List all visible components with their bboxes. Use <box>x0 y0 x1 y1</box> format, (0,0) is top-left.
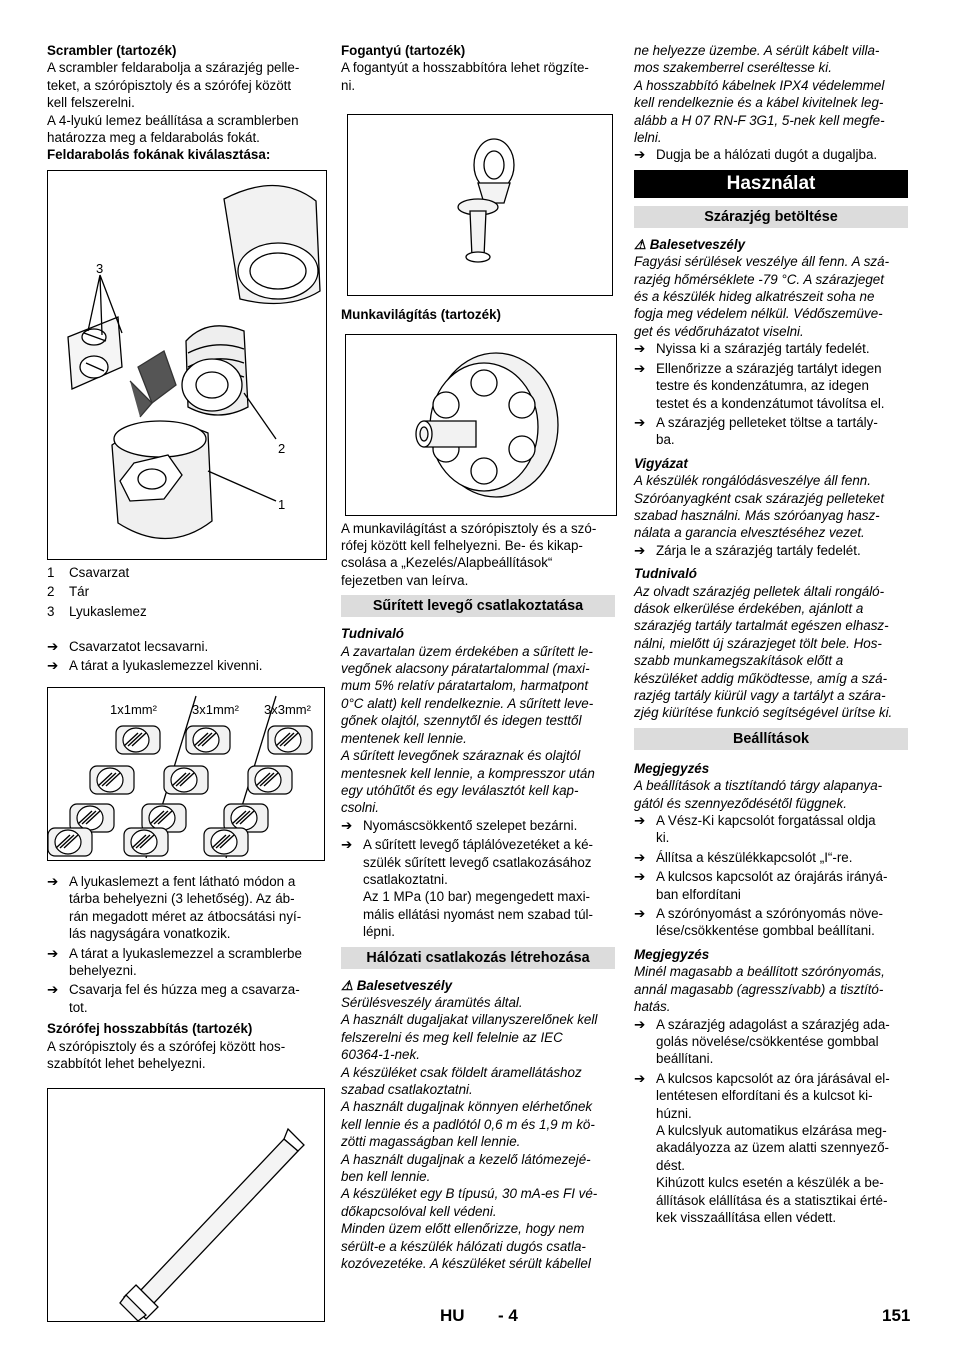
step-item: ➔ A szórónyomást a szórónyomás növe- lése/csökkentése gombbal beállítani. <box>634 906 883 939</box>
legend-item: 3 Lyukaslemez <box>47 603 147 619</box>
hole-plate-icon <box>268 726 312 754</box>
step-item: ➔ A kulcsos kapcsolót az órajárás irányá- ban elfordítani <box>634 869 888 902</box>
label-2: 2 <box>278 440 286 456</box>
arrow-right-icon: ➔ <box>341 817 353 833</box>
extension-illustration <box>48 1089 324 1321</box>
column-3 <box>634 42 908 1226</box>
remark-heading: Megjegyzés <box>634 760 710 776</box>
arrow-right-icon: ➔ <box>634 869 646 885</box>
scrambler-figure <box>47 170 327 560</box>
fill-banner: Szárazjég betöltése <box>634 206 908 228</box>
arrow-right-icon: ➔ <box>47 873 59 889</box>
extension-figure <box>47 1088 325 1322</box>
arrow-right-icon: ➔ <box>47 639 59 655</box>
scrambler-line: A 4-lyukú lemez beállítása a scramblerben <box>47 112 299 128</box>
grid-header-2: 3x1mm² <box>192 701 239 717</box>
step-item: ➔ Nyissa ki a szárazjég tartály fedelét. <box>634 341 870 357</box>
hole-plate-icon <box>248 766 292 794</box>
footer-language: HU <box>440 1306 465 1325</box>
light-illustration <box>346 335 616 515</box>
key-note: A kulcslyuk automatikus elzárása meg- akadályozza az üzem alatti szennyező- dést. Kihúzott kulcs esetén a készülék a be- állítások elállítása és a statisztikai érté- kek visszaállítása ellen védett. <box>656 1122 889 1225</box>
handle-line: A fogantyút a hosszabbítóra lehet rögzíte- <box>341 60 589 76</box>
air-pressure-note: Az 1 MPa (10 bar) megengedett maxi- mális ellátási nyomást nem szabad túl- lépni. <box>363 889 593 940</box>
hole-plate-icon <box>124 828 168 856</box>
arrow-right-icon: ➔ <box>341 837 353 853</box>
column-1 <box>47 42 327 1322</box>
scrambler-line: kell felszerelni. <box>47 95 135 111</box>
scrambler-illustration <box>48 171 326 559</box>
mains-continued: ne helyezze üzembe. A sérült kábelt villa- mos szakemberrel cseréltesse ki. A hosszabbító kábelnek IPX4 védelemmel kell rendelkeznie és a kábel kivitelnek leg- alább a H 07 RN-F 3G1, 5-nek kell megfe- lelni. <box>634 43 885 146</box>
scrambler-title: Scrambler (tartozék) <box>47 43 177 58</box>
note-text: Az olvadt szárazjég pelletek általi rongáló- dások elkerülése érdekében, ajánlott a szárazjég tartály tartalmát egészen elhasz- nálni, mielőtt új szárazjeget tölt bele. Hos- szabb munkamegszakítások előtt a készüléket addig működtesse, amíg a szá- razjég tartály kiürül vagy a tartályt a szára- zjég kiürítése funkció segítségével ürítse ki. <box>634 583 893 721</box>
step-item: ➔ A tárat a lyukaslemezzel a scramblerbe behelyezni. <box>47 945 302 978</box>
hole-plate-icon <box>90 766 134 794</box>
arrow-right-icon: ➔ <box>634 542 646 558</box>
handle-illustration <box>348 115 612 295</box>
step-item: ➔ A szárazjég pelleteket töltse a tartály- ba. <box>634 414 878 448</box>
step-item: ➔ Csavarja fel és húzza meg a csavarza- tot. <box>47 982 300 1015</box>
light-line: rófej között kell felhelyezni. Be- és kikap- <box>341 538 583 554</box>
light-line: csolása a „Kezelés/Alapbeállítások“ <box>341 555 553 571</box>
step-item: ➔ A tárat a lyukaslemezzel kivenni. <box>47 658 263 674</box>
arrow-right-icon: ➔ <box>634 1070 646 1086</box>
light-line: A munkavilágítást a szórópisztoly és a szó- <box>341 520 597 536</box>
step-item: ➔ A Vész-Ki kapcsolót forgatással oldja ki. <box>634 813 876 846</box>
danger-heading: ⚠ Balesetveszély <box>634 236 746 252</box>
arrow-right-icon: ➔ <box>634 906 646 922</box>
remark-heading: Megjegyzés <box>634 946 710 962</box>
handle-line: ni. <box>341 77 356 93</box>
note-heading: Tudnivaló <box>341 626 404 642</box>
legend-item: 2 Tár <box>47 584 90 600</box>
extension-line: szabbítót lehet behelyezni. <box>47 1055 206 1071</box>
step-item: ➔ Csavarzatot lecsavarni. <box>47 639 209 655</box>
extension-title: Szórófej hosszabbítás (tartozék) <box>47 1021 253 1037</box>
scrambler-line: határozza meg a feldarabolás fokát. <box>47 130 260 146</box>
choose-title: Feldarabolás fokának kiválasztása: <box>47 147 271 163</box>
settings-banner: Beállítások <box>634 728 908 750</box>
hole-plate-icon <box>116 726 160 754</box>
column-2 <box>341 42 615 1272</box>
light-title: Munkavilágítás (tartozék) <box>341 307 501 323</box>
step-item: ➔ Nyomáscsökkentő szelepet bezárni. <box>341 817 578 833</box>
arrow-right-icon: ➔ <box>634 147 646 163</box>
scrambler-line: teket, a szórópisztoly és a szórófej között <box>47 77 292 93</box>
hole-plate-figure <box>47 687 325 861</box>
hole-plate-icon <box>204 828 248 856</box>
note-heading: Tudnivaló <box>634 566 697 582</box>
arrow-right-icon: ➔ <box>47 945 59 961</box>
arrow-right-icon: ➔ <box>634 414 646 430</box>
step-item: ➔ Zárja le a szárazjég tartály fedelét. <box>634 542 861 558</box>
grid-header-3: 3x3mm² <box>264 701 311 717</box>
fill-danger-text: Fagyási sérülések veszélye áll fenn. A szá- razjég hőmérséklete -79 °C. A szárazjeget és a készülék hideg alkatrészeit soha ne fogja meg védelem nélkül. Védőszemüve- get és védőruházatot viselni. <box>634 254 890 339</box>
extension-line: A szórópisztoly és a szórófej között hos- <box>47 1038 286 1054</box>
danger-heading: ⚠ Balesetveszély <box>341 977 453 993</box>
caution-heading: Vigyázat <box>634 455 688 471</box>
grid-header-1: 1x1mm² <box>110 701 157 717</box>
step-item: ➔ Állítsa a készülékkapcsolót „I“-re. <box>634 849 853 865</box>
light-figure <box>345 334 617 516</box>
step-item: ➔ A sűrített levegő táplálóvezetéket a ké- szülék sűrített levegő csatlakozásához csatlakoztatni. <box>341 837 594 887</box>
arrow-right-icon: ➔ <box>47 658 59 674</box>
label-1: 1 <box>278 496 286 512</box>
handle-figure <box>347 114 613 296</box>
handle-title: Fogantyú (tartozék) <box>341 43 466 58</box>
light-line: fejezetben van leírva. <box>341 572 469 588</box>
scrambler-line: A scrambler feldarabolja a szárazjég pelle- <box>47 60 300 76</box>
footer-section-page: - 4 <box>498 1306 518 1325</box>
hole-plate-icon <box>186 726 230 754</box>
use-banner: Használat <box>634 170 908 198</box>
warning-triangle-icon: ⚠ <box>341 977 354 993</box>
remark-text: Minél magasabb a beállított szórónyomás, annál magasabb (agresszívabb) a tisztító- hatás. <box>634 964 885 1015</box>
hole-plate-icon <box>48 828 92 856</box>
arrow-right-icon: ➔ <box>634 1016 646 1032</box>
step-item: ➔ A lyukaslemezt a fent látható módon a tárba behelyezni (3 lehetőség). Az áb- rán megadott méret az átbocsátási nyí- lás nagyságára vonatkozik. <box>47 873 302 942</box>
label-3: 3 <box>96 260 104 276</box>
footer-page-number: 151 <box>882 1306 911 1325</box>
arrow-right-icon: ➔ <box>47 982 59 998</box>
legend-item: 1 Csavarzat <box>47 564 130 580</box>
arrow-right-icon: ➔ <box>634 341 646 357</box>
step-item: ➔ Dugja be a hálózati dugót a dugaljba. <box>634 147 878 163</box>
air-banner: Sűrített levegő csatlakoztatása <box>341 595 615 617</box>
arrow-right-icon: ➔ <box>634 849 646 865</box>
mains-banner: Hálózati csatlakozás létrehozása <box>341 947 615 969</box>
mains-text: Sérülésveszély áramütés által. A használt dugaljakat villanyszerelőnek kell felszerelni és meg kell felelnie az IEC 60364-1-nek. A készüléket csak földelt áramellátáshoz szabad csatlakoztatni. A használt dugaljnak könnyen elérhetőnek kell lennie és a padlótól 0,6 m és 1,9 m kö- zötti magasságban kell lennie. A használt dugaljnak a kezelő látómezejé- ben kell lennie. A készüléket egy B típusú, 30 mA-es FI vé- dőkapcsolóval kell védeni. Minden üzem előtt ellenőrizze, hogy nem sérült-e a készülék hálózati dugós csatla- kozóvezetéke. A készüléket sérült kábellel <box>341 994 598 1272</box>
hole-plate-icon <box>164 766 208 794</box>
step-item: ➔ A szárazjég adagolást a szárazjég ada- golás növelése/csökkentése gombbal beállítani. <box>634 1016 890 1067</box>
air-note-text: A zavartalan üzem érdekében a sűrített le- vegőnek alacsony páratartalommal (maxi- mum 5% relatív páratartalom, harmatpont 0°C alatt) kell rendelkeznie. A sűrített leve- gőnek olajtól, szennytől és idegen testtől mentenek kell lennie. A sűrített levegőnek száraznak és olajtól mentesnek kell lennie, a kompresszor után egy utóhűtőt és egy leválasztót kell kap- csolni. <box>341 643 595 816</box>
legend <box>47 564 327 620</box>
step-item: ➔ A kulcsos kapcsolót az óra járásával el- lentétesen elfordítani és a kulcsot ki- húzni. <box>634 1070 890 1121</box>
hole-plate-illustration <box>48 688 324 860</box>
caution-text: A készülék rongálódásveszélye áll fenn. Szóróanyagként csak szárazjég pelleteket szabad használni. Más szóróanyag hasz- nálata a garancia elvesztéséhez vezet. <box>634 473 885 541</box>
arrow-right-icon: ➔ <box>634 360 646 376</box>
remark-text: A beállítások a tisztítandó tárgy alapanya- gától és szennyeződésétől függnek. <box>634 778 883 811</box>
arrow-right-icon: ➔ <box>634 813 646 829</box>
step-item: ➔ Ellenőrizze a szárazjég tartályt idegen testre és kondenzátumra, az idegen testet és a kondenzátumot távolítsa el. <box>634 360 885 411</box>
warning-triangle-icon: ⚠ <box>634 236 647 252</box>
